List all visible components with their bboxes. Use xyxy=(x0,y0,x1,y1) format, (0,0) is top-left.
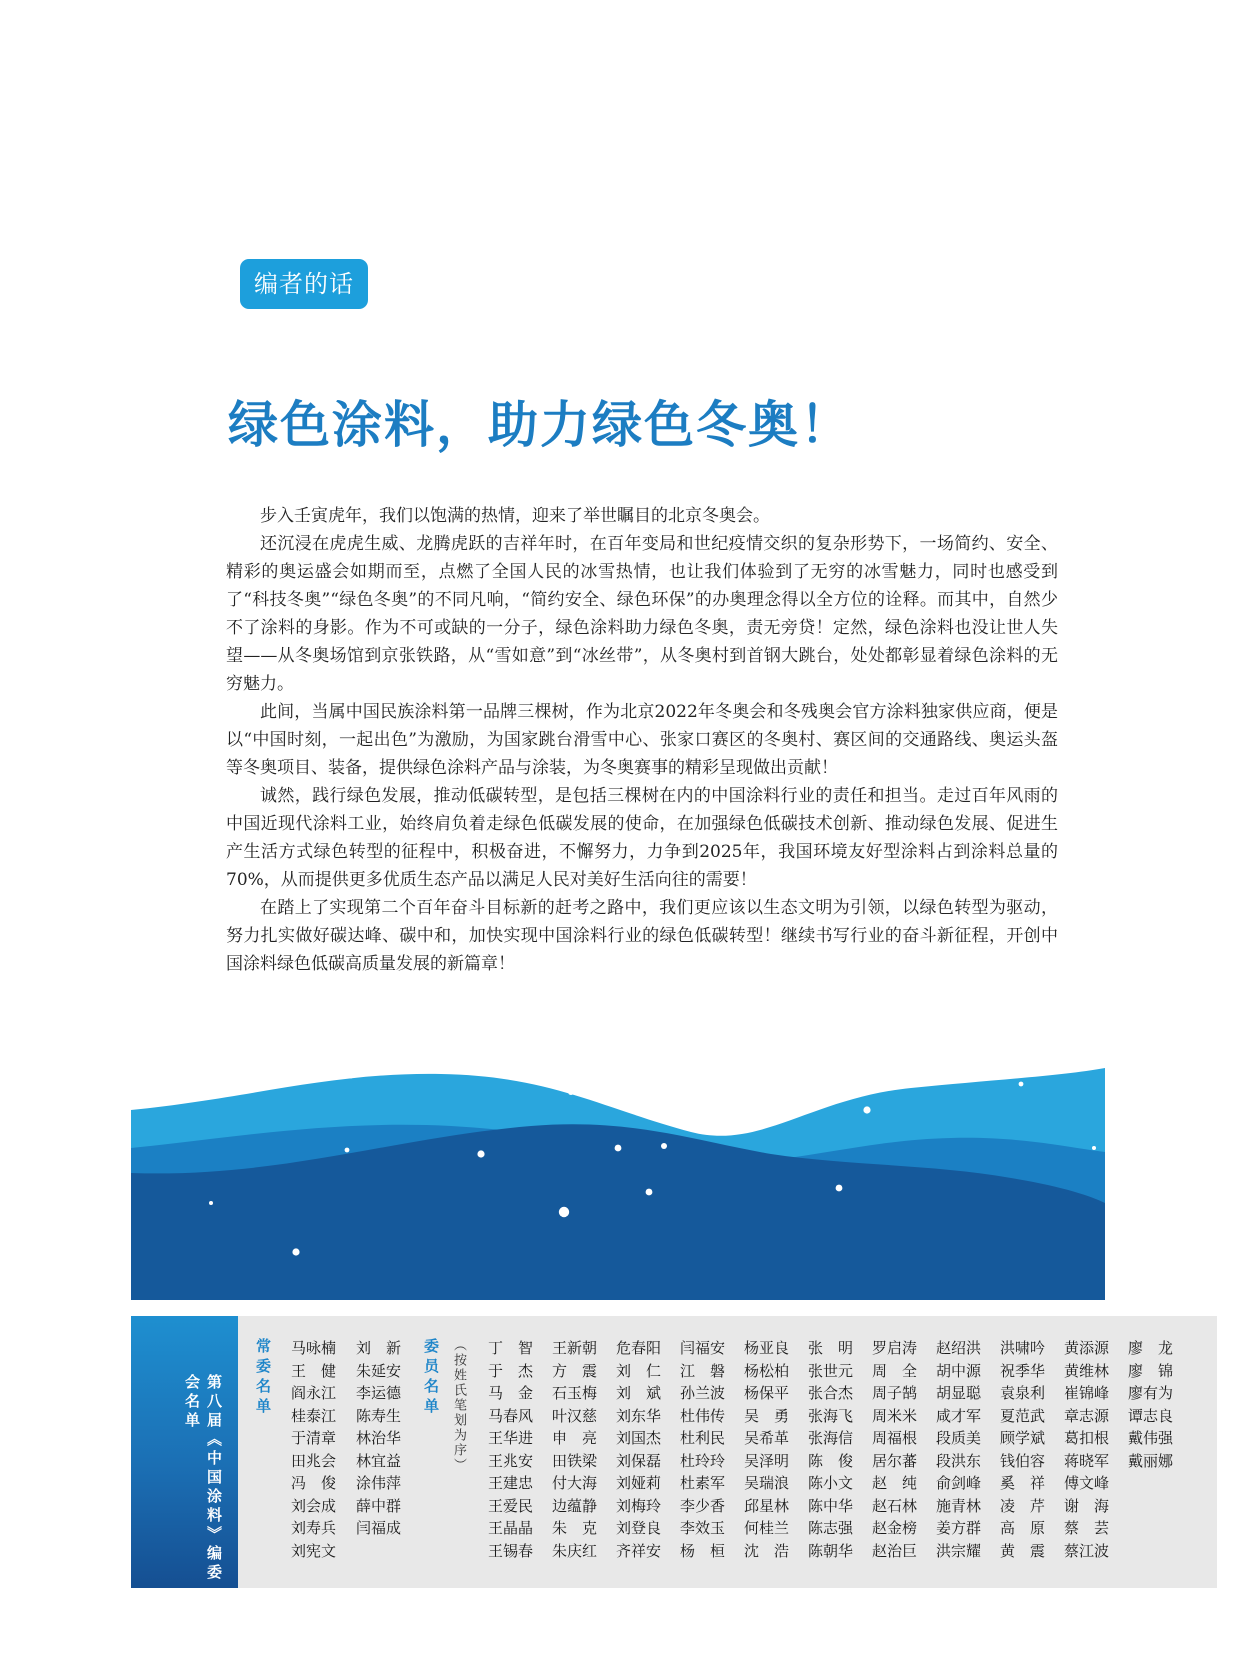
roster-name: 于 杰 xyxy=(488,1361,534,1380)
roster-name: 蔡江波 xyxy=(1064,1541,1110,1560)
roster-name: 林治华 xyxy=(356,1429,402,1447)
roster-name: 杜利民 xyxy=(680,1429,726,1447)
roster-name: 傅文峰 xyxy=(1064,1474,1110,1492)
roster-name: 周米米 xyxy=(872,1406,918,1425)
roster-name: 李少香 xyxy=(680,1496,726,1515)
roster-name: 马 金 xyxy=(488,1384,534,1402)
roster-name: 刘会成 xyxy=(291,1496,337,1515)
roster-name: 陈 俊 xyxy=(808,1451,854,1470)
roster-name: 吴希革 xyxy=(744,1429,790,1447)
roster-name: 刘 斌 xyxy=(616,1384,662,1402)
roster-name: 陈寿生 xyxy=(356,1406,402,1425)
roster-name: 姜方群 xyxy=(936,1519,982,1537)
roster-name: 马春风 xyxy=(488,1406,534,1425)
roster-name: 戴丽娜 xyxy=(1128,1451,1174,1470)
paragraph: 此间，当属中国民族涂料第一品牌三棵树，作为北京2022年冬奥会和冬残奥会官方涂料独家供应商，便是以“中国时刻，一起出色”为激励，为国家跳台滑雪中心、张家口赛区的冬奥村、赛区间的交通路线、奥运头盔等冬奥项目、装备，提供绿色涂料产品与涂装，为冬奥赛事的精彩呈现做出贡献！ xyxy=(226,702,1058,778)
roster-name: 胡中源 xyxy=(936,1361,982,1380)
roster-name: 方 震 xyxy=(552,1361,598,1380)
member-column-9 xyxy=(1000,1337,1045,1562)
roster-name: 于清章 xyxy=(291,1429,337,1447)
roster-name: 蔡 芸 xyxy=(1064,1519,1110,1537)
roster-name: 陈小文 xyxy=(808,1474,854,1492)
roster-name: 叶汉慈 xyxy=(552,1406,598,1425)
roster-name: 黄维林 xyxy=(1064,1361,1110,1380)
paragraph: 在踏上了实现第二个百年奋斗目标新的赶考之路中，我们更应该以生态文明为引领，以绿色转型为驱动，努力扎实做好碳达峰、碳中和，加快实现中国涂料行业的绿色低碳转型！继续书写行业的奋斗新征程，开创中国涂料绿色低碳高质量发展的新篇章！ xyxy=(226,898,1058,974)
roster-name: 高 原 xyxy=(1000,1519,1046,1537)
roster-name: 周子鹄 xyxy=(872,1384,918,1402)
wave-illustration xyxy=(131,1068,1105,1300)
roster-name: 凌 芹 xyxy=(1000,1496,1046,1515)
roster-name: 张世元 xyxy=(808,1361,854,1380)
roster-name: 王 健 xyxy=(291,1361,337,1380)
roster-name: 李运德 xyxy=(356,1384,402,1402)
roster-name: 张合杰 xyxy=(808,1384,854,1402)
roster-name: 杨 桓 xyxy=(680,1541,726,1560)
paragraph: 诚然，践行绿色发展，推动低碳转型，是包括三棵树在内的中国涂料行业的责任和担当。走过百年风雨的中国近现代涂料工业，始终肩负着走绿色低碳发展的使命，在加强绿色低碳技术创新、推动绿色发展、促进生产生活方式绿色转型的征程中，积极奋进，不懈努力，力争到2025年，我国环境友好型涂料占到涂料总量的70%，从而提供更多优质生态产品以满足人民对美好生活向往的需要！ xyxy=(226,786,1058,890)
roster-name: 涂伟萍 xyxy=(356,1474,402,1492)
roster-name: 陈中华 xyxy=(808,1496,854,1515)
member-column-11 xyxy=(1128,1337,1173,1472)
roster-name: 刘梅玲 xyxy=(616,1496,662,1515)
member-label: 委员名单 xyxy=(422,1338,440,1418)
roster-name: 黄 震 xyxy=(1000,1541,1046,1560)
paragraph: 还沉浸在虎虎生威、龙腾虎跃的吉祥年时，在百年变局和世纪疫情交织的复杂形势下，一场简约、安全、精彩的奥运盛会如期而至，点燃了全国人民的冰雪热情，也让我们体验到了无穷的冰雪魅力，同时也感受到了“科技冬奥”“绿色冬奥”的不同凡响，“简约安全、绿色环保”的办奥理念得以全方位的诠释。而其中，自然少不了涂料的身影。作为不可或缺的一分子，绿色涂料助力绿色冬奥，责无旁贷！定然，绿色涂料也没让世人失望——从冬奥场馆到京张铁路，从“雪如意”到“冰丝带”，从冬奥村到首钢大跳台，处处都彰显着绿色涂料的无穷魅力。 xyxy=(226,534,1058,694)
roster-name: 崔锦峰 xyxy=(1064,1384,1110,1402)
roster-name: 王建忠 xyxy=(488,1474,534,1492)
roster-name: 边蕴静 xyxy=(552,1496,598,1515)
roster-name: 赵 纯 xyxy=(872,1474,918,1492)
roster-name: 吴泽明 xyxy=(744,1451,790,1470)
page-title: 绿色涂料，助力绿色冬奥！ xyxy=(228,395,852,454)
roster-name: 谭志良 xyxy=(1128,1406,1174,1425)
roster-name: 戴伟强 xyxy=(1128,1429,1174,1447)
roster-name: 闫福安 xyxy=(680,1339,726,1357)
roster-name: 朱 克 xyxy=(552,1519,598,1537)
roster-name: 廖有为 xyxy=(1128,1384,1174,1402)
roster-name: 刘 仁 xyxy=(616,1361,662,1380)
roster-name: 赵石林 xyxy=(872,1496,918,1515)
roster-name: 孙兰波 xyxy=(680,1384,726,1402)
roster-name: 张海信 xyxy=(808,1429,854,1447)
roster-name: 杜素军 xyxy=(680,1474,726,1492)
roster-name: 危春阳 xyxy=(616,1339,662,1357)
roster-name: 谢 海 xyxy=(1064,1496,1110,1515)
roster-name: 奚 祥 xyxy=(1000,1474,1046,1492)
roster-name: 顾学斌 xyxy=(1000,1429,1046,1447)
roster-name: 杨亚良 xyxy=(744,1339,790,1357)
member-column-1 xyxy=(488,1337,533,1562)
roster-name: 刘国杰 xyxy=(616,1429,662,1447)
member-column-8 xyxy=(936,1337,981,1562)
roster-name: 章志源 xyxy=(1064,1406,1110,1425)
roster-name: 施青林 xyxy=(936,1496,982,1515)
roster-name: 杜玲玲 xyxy=(680,1451,726,1470)
section-tag: 编者的话 xyxy=(240,259,368,309)
member-order-note: （按姓氏笔划为序） xyxy=(451,1338,466,1473)
roster-name: 陈志强 xyxy=(808,1519,854,1537)
roster-name: 夏范武 xyxy=(1000,1406,1046,1425)
roster-name: 刘 新 xyxy=(356,1339,402,1357)
roster-name: 居尔蕃 xyxy=(872,1451,918,1470)
standing-committee-label: 常委名单 xyxy=(254,1338,272,1418)
roster-name: 杜伟传 xyxy=(680,1406,726,1425)
roster-name: 田铁梁 xyxy=(552,1451,598,1470)
roster-name: 赵金榜 xyxy=(872,1519,918,1537)
roster-name: 王新朝 xyxy=(552,1339,598,1357)
roster-panel xyxy=(131,1316,1217,1588)
roster-name: 钱伯容 xyxy=(1000,1451,1046,1470)
roster-name: 刘登良 xyxy=(616,1519,662,1537)
roster-name: 吴瑞浪 xyxy=(744,1474,790,1492)
roster-name: 祝季华 xyxy=(1000,1361,1046,1380)
roster-name: 刘宪文 xyxy=(291,1541,337,1560)
roster-name: 洪啸吟 xyxy=(1000,1339,1046,1357)
roster-name: 王爱民 xyxy=(488,1496,534,1515)
roster-name: 冯 俊 xyxy=(291,1474,337,1492)
roster-name: 罗启涛 xyxy=(872,1339,918,1357)
roster-name: 刘东华 xyxy=(616,1406,662,1425)
standing-column-2 xyxy=(356,1337,401,1540)
roster-name: 周 全 xyxy=(872,1361,918,1380)
roster-name: 赵绍洪 xyxy=(936,1339,982,1357)
roster-name: 吴 勇 xyxy=(744,1406,790,1425)
member-column-3 xyxy=(616,1337,661,1562)
roster-name: 张 明 xyxy=(808,1339,854,1357)
roster-name: 齐祥安 xyxy=(616,1541,662,1560)
roster-name: 申 亮 xyxy=(552,1429,598,1447)
roster-name: 段洪东 xyxy=(936,1451,982,1470)
paragraph: 步入壬寅虎年，我们以饱满的热情，迎来了举世瞩目的北京冬奥会。 xyxy=(260,506,770,526)
roster-name: 咸才军 xyxy=(936,1406,982,1425)
roster-name: 闫福成 xyxy=(356,1519,402,1537)
roster-name: 朱庆红 xyxy=(552,1541,598,1560)
roster-name: 王晶晶 xyxy=(488,1519,534,1537)
roster-name: 俞剑峰 xyxy=(936,1474,982,1492)
roster-name: 薛中群 xyxy=(356,1496,402,1515)
roster-name: 廖 龙 xyxy=(1128,1339,1174,1357)
roster-name: 杨松柏 xyxy=(744,1361,790,1380)
roster-name: 沈 浩 xyxy=(744,1541,790,1560)
member-column-7 xyxy=(872,1337,917,1562)
roster-name: 洪宗耀 xyxy=(936,1541,982,1560)
roster-name: 王华进 xyxy=(488,1429,534,1447)
roster-name: 江 磐 xyxy=(680,1361,726,1380)
roster-name: 赵治巨 xyxy=(872,1541,918,1560)
roster-name: 刘保磊 xyxy=(616,1451,662,1470)
roster-name: 朱延安 xyxy=(356,1361,402,1380)
roster-name: 丁 智 xyxy=(488,1339,534,1357)
roster-name: 田兆会 xyxy=(291,1451,337,1470)
roster-name: 阎永江 xyxy=(291,1384,337,1402)
roster-name: 李效玉 xyxy=(680,1519,726,1537)
roster-name: 廖 锦 xyxy=(1128,1361,1174,1380)
member-column-10 xyxy=(1064,1337,1109,1562)
roster-name: 邱星林 xyxy=(744,1496,790,1515)
article-body xyxy=(226,502,1058,978)
roster-side-band xyxy=(131,1316,238,1588)
roster-name: 蒋晓军 xyxy=(1064,1451,1110,1470)
roster-name: 刘娅莉 xyxy=(616,1474,662,1492)
roster-name: 桂泰江 xyxy=(291,1406,337,1425)
roster-name: 胡显聪 xyxy=(936,1384,982,1402)
member-column-4 xyxy=(680,1337,725,1562)
standing-column-1 xyxy=(291,1337,336,1562)
roster-name: 张海飞 xyxy=(808,1406,854,1425)
roster-name: 杨保平 xyxy=(744,1384,790,1402)
roster-name: 石玉梅 xyxy=(552,1384,598,1402)
member-column-2 xyxy=(552,1337,597,1562)
roster-title: 第八届《中国涂料》编委会名单 xyxy=(183,1374,223,1583)
member-column-5 xyxy=(744,1337,789,1562)
roster-name: 付大海 xyxy=(552,1474,598,1492)
roster-name: 葛扣根 xyxy=(1064,1429,1110,1447)
roster-name: 马咏楠 xyxy=(291,1339,337,1357)
roster-name: 周福根 xyxy=(872,1429,918,1447)
roster-name: 段质美 xyxy=(936,1429,982,1447)
roster-name: 黄添源 xyxy=(1064,1339,1110,1357)
member-column-6 xyxy=(808,1337,853,1562)
roster-name: 陈朝华 xyxy=(808,1541,854,1560)
roster-name: 袁泉利 xyxy=(1000,1384,1046,1402)
roster-name: 刘寿兵 xyxy=(291,1519,337,1537)
roster-name: 何桂兰 xyxy=(744,1519,790,1537)
roster-name: 王锡春 xyxy=(488,1541,534,1560)
roster-name: 林宜益 xyxy=(356,1451,402,1470)
roster-name: 王兆安 xyxy=(488,1451,534,1470)
